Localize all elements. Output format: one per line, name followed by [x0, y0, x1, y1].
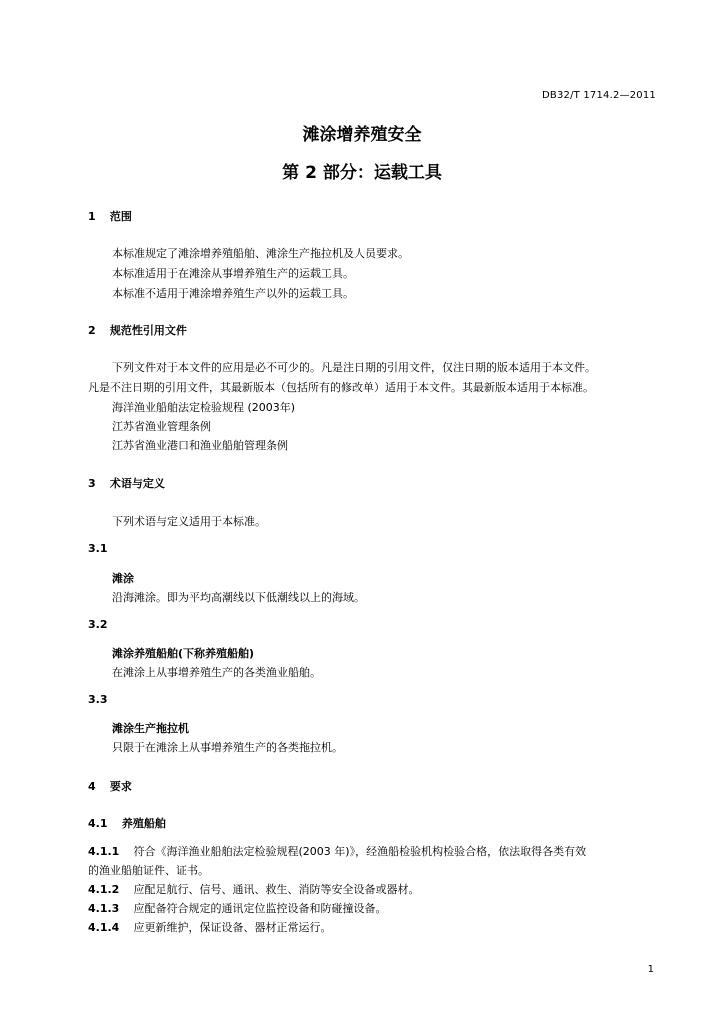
document-title: 滩涂增养殖安全 — [302, 125, 422, 145]
reference-item: 海洋渔业船舶法定检验规程 (2003年) — [112, 401, 296, 414]
clause-text: 符合《海洋渔业船舶法定检验规程(2003 年)》，经渔船检验机构检验合格，依法取得各类有效 — [133, 845, 587, 858]
term-number: 3.2 — [88, 618, 108, 631]
section-number: 4 — [88, 780, 96, 793]
clause-text: 应更新维护，保证设备、器材正常运行。 — [133, 921, 332, 934]
clause-number: 4.1.1 — [88, 845, 120, 858]
term-number: 3.1 — [88, 542, 108, 555]
section-number: 2 — [88, 324, 96, 337]
subsection-heading — [88, 815, 166, 831]
section-heading-4 — [88, 778, 132, 794]
reference-item: 江苏省渔业港口和渔业船舶管理条例 — [112, 439, 288, 452]
clause-text: 应配备符合规定的通讯定位监控设备和防碰撞设备。 — [133, 902, 387, 915]
clause-item — [88, 900, 387, 916]
paragraph: 本标准不适用于滩涂增养殖生产以外的运载工具。 — [112, 287, 354, 300]
section-title: 规范性引用文件 — [109, 324, 187, 337]
section-heading-1 — [88, 208, 132, 224]
clause-text: 应配足航行、信号、通讯、救生、消防等安全设备或器材。 — [133, 883, 420, 896]
section-heading-3 — [88, 475, 165, 491]
subsection-title: 养殖船舶 — [121, 817, 166, 830]
term-definition: 在滩涂上从事增养殖生产的各类渔业船舶。 — [112, 666, 321, 679]
term-name: 滩涂生产拖拉机 — [112, 722, 189, 735]
section-number: 3 — [88, 477, 96, 490]
clause-item — [88, 919, 332, 935]
section-title: 术语与定义 — [109, 477, 165, 490]
term-name: 滩涂 — [112, 572, 134, 585]
term-number: 3.3 — [88, 693, 108, 706]
clause-item — [88, 843, 586, 859]
section-heading-2 — [88, 322, 187, 338]
term-name: 滩涂养殖船舶(下称养殖船舶) — [112, 647, 255, 660]
reference-item: 江苏省渔业管理条例 — [112, 420, 211, 433]
paragraph: 本标准适用于在滩涂从事增养殖生产的运载工具。 — [112, 267, 354, 280]
paragraph: 下列文件对于本文件的应用是必不可少的。凡是注日期的引用文件，仅注日期的版本适用于本文件。 — [112, 361, 596, 374]
clause-number: 4.1.3 — [88, 902, 120, 915]
paragraph-continuation: 凡是不注日期的引用文件，其最新版本（包括所有的修改单）适用于本文件。其最新版本适用于本标准。 — [88, 381, 594, 394]
subsection-number: 4.1 — [88, 817, 108, 830]
clause-text-continuation: 的渔业船舶证件、证书。 — [88, 864, 209, 877]
document-subtitle: 第 2 部分：运载工具 — [282, 163, 442, 183]
term-definition: 沿海滩涂。即为平均高潮线以下低潮线以上的海域。 — [112, 591, 365, 604]
page-number: 1 — [647, 964, 654, 975]
section-title: 范围 — [109, 210, 132, 223]
clause-number: 4.1.4 — [88, 921, 120, 934]
clause-item — [88, 881, 420, 897]
term-definition: 只限于在滩涂上从事增养殖生产的各类拖拉机。 — [112, 741, 343, 754]
section-title: 要求 — [109, 780, 132, 793]
standard-code: DB32/T 1714.2—2011 — [542, 90, 656, 101]
paragraph: 下列术语与定义适用于本标准。 — [112, 515, 266, 528]
paragraph: 本标准规定了滩涂增养殖船舶、滩涂生产拖拉机及人员要求。 — [112, 247, 409, 260]
clause-number: 4.1.2 — [88, 883, 120, 896]
section-number: 1 — [88, 210, 96, 223]
